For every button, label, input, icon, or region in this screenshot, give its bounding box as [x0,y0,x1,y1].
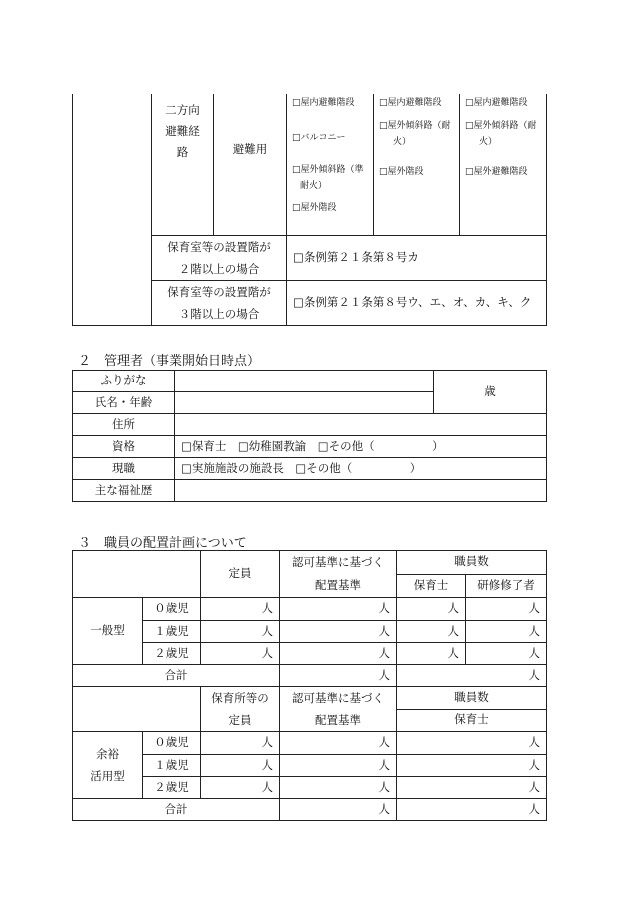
two-direction-label: 二方向 避難経 路 [152,94,214,235]
qualification-label: 資格 [73,436,175,458]
standard-cell[interactable]: 人 [280,643,397,665]
floor2-value: □条例第２１条第８号カ [287,235,547,280]
capacity-cell[interactable]: 人 [201,643,280,665]
name-field[interactable] [175,392,434,414]
nursery-teacher-header-2: 保育士 [397,709,547,732]
nursery-cell[interactable]: 人 [397,732,547,755]
facility-capacity-header: 保育所等の 定員 [201,687,280,732]
nursery-teacher-header: 保育士 [397,574,466,598]
staff-count-header: 職員数 [397,551,547,575]
manager-table [72,370,547,502]
total-standard-cell-2[interactable]: 人 [280,799,397,821]
age-label: ２歳児 [143,777,201,799]
nursery-cell[interactable]: 人 [397,777,547,799]
standard-cell[interactable]: 人 [280,755,397,777]
qualification-options[interactable]: □保育士 □幼稚園教諭 □その他（ ） [175,436,547,458]
staff-table-general [72,550,547,821]
capacity-cell[interactable]: 人 [201,732,280,755]
age-label: ０歳児 [143,732,201,755]
nursery-cell[interactable]: 人 [397,621,466,643]
furigana-label: ふりがな [73,371,175,392]
standard-cell[interactable]: 人 [280,621,397,643]
section2-title: ２ 管理者（事業開始日時点） [78,354,261,369]
age-label: ２歳児 [143,643,201,665]
age-label: １歳児 [143,621,201,643]
general-type-label: 一般型 [73,598,143,665]
section3-title: ３ 職員の配置計画について [78,536,247,551]
nursery-cell[interactable]: 人 [397,755,547,777]
name-age-label: 氏名・年齢 [73,392,175,414]
floor2-label: 保育室等の設置階が ２階以上の場合 [152,235,287,280]
welfare-history-label: 主な福祉歴 [73,480,175,502]
trained-header: 研修修了者 [466,574,547,598]
capacity-cell[interactable]: 人 [201,621,280,643]
nursery-cell[interactable]: 人 [397,643,466,665]
blank-header [73,551,201,598]
option-col-3: □屋内避難階段 □屋外傾斜路（耐 火） □屋外避難階段 [460,94,547,235]
capacity-header: 定員 [201,551,280,598]
standard-cell[interactable]: 人 [280,777,397,799]
age-label: １歳児 [143,755,201,777]
trained-cell[interactable]: 人 [466,621,547,643]
evacuation-use-label: 避難用 [214,94,287,235]
age-unit: 歳 [434,371,547,414]
standard-cell[interactable]: 人 [280,732,397,755]
total-label-2: 合計 [73,799,280,821]
total-label: 合計 [73,665,280,687]
floor3-value: □条例第２１条第８号ウ、エ、オ、カ、キ、ク [287,280,547,325]
evacuation-table [72,94,547,326]
total-staff-cell[interactable]: 人 [397,665,547,687]
nursery-cell[interactable]: 人 [397,598,466,621]
floor3-label: 保育室等の設置階が ３階以上の場合 [152,280,287,325]
staff-count-header-2: 職員数 [397,687,547,710]
furigana-field[interactable] [175,371,434,392]
left-blank-cell [73,94,152,325]
trained-cell[interactable]: 人 [466,598,547,621]
standard-header-2: 認可基準に基づく 配置基準 [280,687,397,732]
age-label: ０歳児 [143,598,201,621]
address-field[interactable] [175,414,547,436]
option-col-1: □屋内避難階段 □バルコニー □屋外傾斜路（準 耐火） □屋外階段 [287,94,374,235]
current-job-options[interactable]: □実施施設の施設長 □その他（ ） [175,458,547,480]
total-standard-cell[interactable]: 人 [280,665,397,687]
capacity-cell[interactable]: 人 [201,598,280,621]
trained-cell[interactable]: 人 [466,643,547,665]
capacity-cell[interactable]: 人 [201,777,280,799]
capacity-cell[interactable]: 人 [201,755,280,777]
surplus-type-label: 余裕 活用型 [73,732,143,799]
total-staff-cell-2[interactable]: 人 [397,799,547,821]
blank-header-2 [73,687,201,732]
standard-header: 認可基準に基づく 配置基準 [280,551,397,598]
option-col-2: □屋内避難階段 □屋外傾斜路（耐 火） □屋外階段 [374,94,460,235]
welfare-history-field[interactable] [175,480,547,502]
standard-cell[interactable]: 人 [280,598,397,621]
address-label: 住所 [73,414,175,436]
current-job-label: 現職 [73,458,175,480]
